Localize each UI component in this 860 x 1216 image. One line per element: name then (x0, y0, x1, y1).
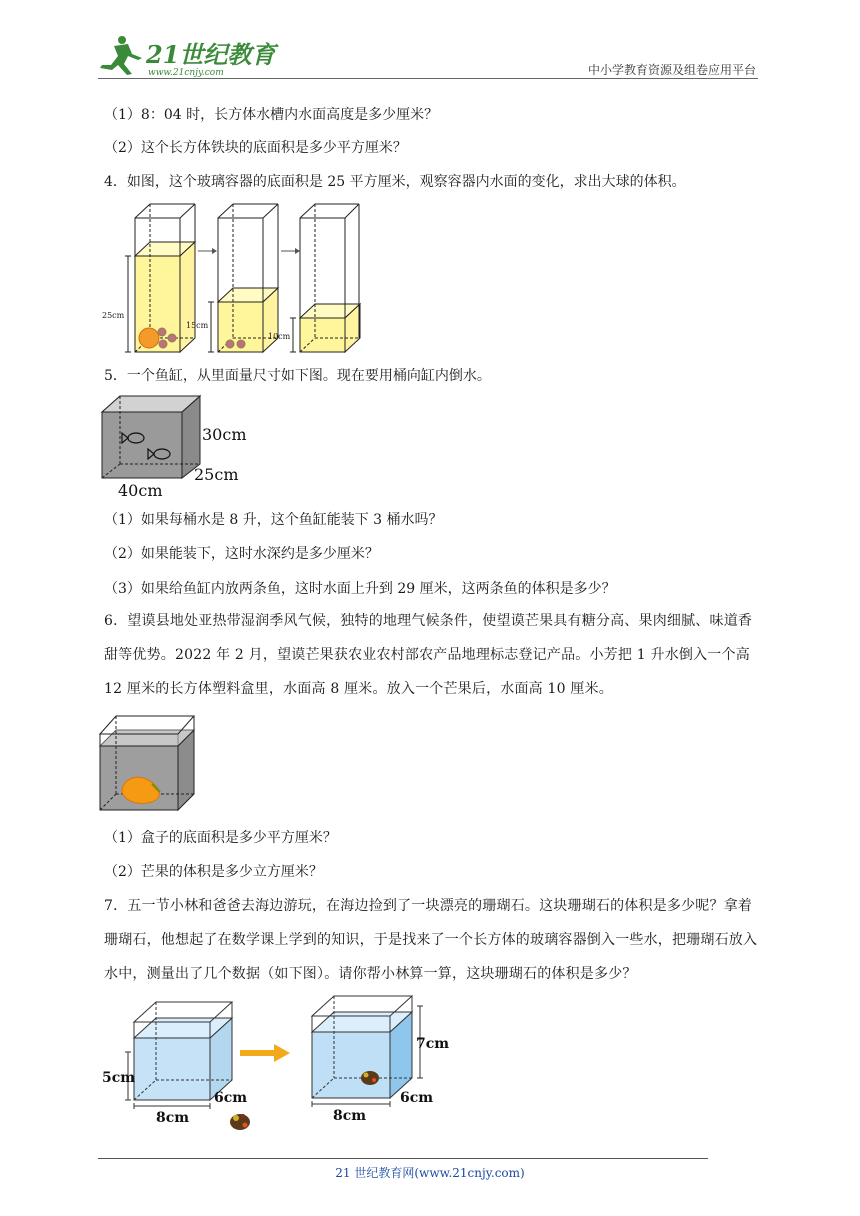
site-logo (92, 30, 276, 80)
q6-sub2: （2）芒果的体积是多少立方厘米？ (104, 864, 323, 880)
footer-divider (98, 1158, 708, 1159)
q5-sub3: （3）如果给鱼缸内放两条鱼，这时水面上升到 29 厘米，这两条鱼的体积是多少？ (104, 581, 616, 597)
header-platform-name: 中小学教育资源及组卷应用平台 (587, 63, 756, 77)
footer-site-link[interactable]: 21 世纪教育网(www.21cnjy.com) (335, 1166, 525, 1180)
q5-text: 5．一个鱼缸，从里面量尺寸如下图。现在要用桶向缸内倒水。 (104, 368, 491, 384)
q5-label-height: 30cm (202, 425, 247, 444)
logo-url: www.21cnjy.com (148, 68, 224, 78)
q5-sub1: （1）如果每桶水是 8 升，这个鱼缸能装下 3 桶水吗？ (104, 512, 443, 528)
q6-sub1: （1）盒子的底面积是多少平方厘米？ (104, 830, 337, 846)
q7-text: 7．五一节小林和爸爸去海边游玩，在海边捡到了一块漂亮的珊瑚石。这块珊瑚石的体积是多少呢？拿着珊瑚石，他想起了在数学课上学到的知识，于是找来了一个长方体的玻璃容器倒入一些水，把珊瑚石放入水中，测量出了几个数据（如下图）。请你帮小林算一算，这块珊瑚石的体积是多少？ (104, 898, 758, 982)
q7-label-h2: 7cm (416, 1036, 450, 1052)
q7-coral-figure (100, 992, 450, 1144)
coral-stone-icon (230, 1114, 250, 1130)
q7-label-w1: 6cm (214, 1090, 248, 1106)
big-ball-icon (139, 328, 159, 348)
q7-label-h1: 5cm (102, 1070, 136, 1086)
q5-label-length: 40cm (118, 481, 163, 500)
q3-sub1: （1）8：04 时，长方体水槽内水面高度是多少厘米？ (104, 107, 439, 123)
q4-label-10cm: 10cm (268, 332, 291, 341)
header-divider (98, 78, 758, 79)
q5-fish-tank-figure (98, 392, 258, 502)
q7-label-w2: 6cm (400, 1090, 434, 1106)
q6-text: 6．望谟县地处亚热带湿润季风气候，独特的地理气候条件，使望谟芒果具有糖分高、果肉细腻、味道香甜等优势。2022 年 2 月，望谟芒果获农业农村部农产品地理标志登记产品。小芳把 1 升水倒入一个高 12 厘米的长方体塑料盒里，水面高 8 厘米。放入一个芒果后，水面高 10 厘米。 (104, 613, 753, 697)
q7-label-l1: 8cm (156, 1110, 190, 1126)
q5-label-width: 25cm (194, 465, 239, 484)
q4-text: 4．如图，这个玻璃容器的底面积是 25 平方厘米，观察容器内水面的变化，求出大球的体积。 (104, 174, 686, 190)
coral-stone-in-water-icon (361, 1071, 379, 1085)
q7-label-l2: 8cm (333, 1108, 367, 1124)
q4-figure (100, 198, 360, 358)
q6-box-figure (98, 712, 208, 814)
q4-label-15cm: 15cm (186, 321, 209, 330)
q5-sub2: （2）如果能装下，这时水深约是多少厘米？ (104, 546, 379, 562)
q3-sub2: （2）这个长方体铁块的底面积是多少平方厘米？ (104, 140, 407, 156)
q4-label-25cm: 25cm (102, 311, 125, 320)
logo-text: 21世纪教育 (146, 40, 276, 69)
